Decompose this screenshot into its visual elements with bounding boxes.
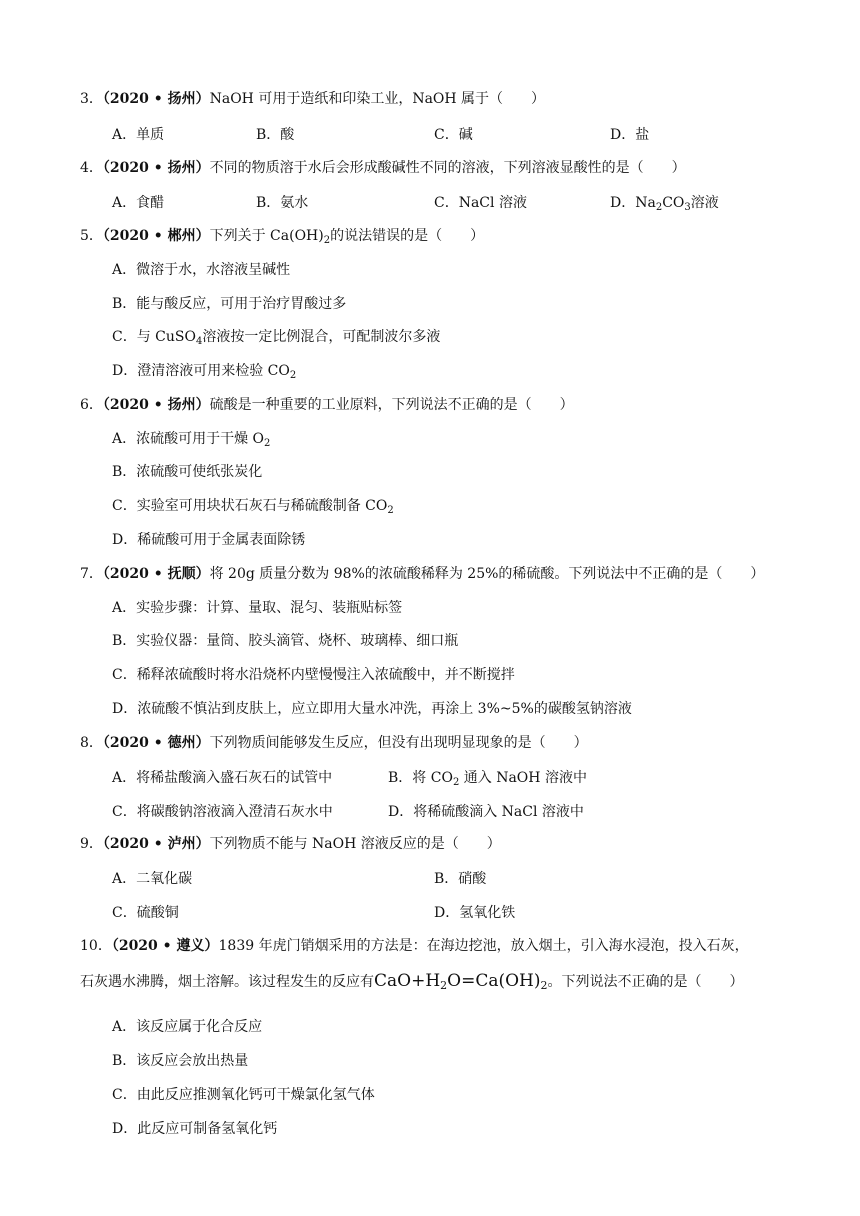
question-4-option-a: A．食醋 [112, 195, 165, 211]
question-7-option-d: D．浓硫酸不慎沾到皮肤上，应立即用大量水冲洗，再涂上 3%~5%的碳酸氢钠溶液 [112, 701, 632, 717]
question-5-option-c: C．与 CuSO$_4$溶液按一定比例混合，可配制波尔多液 [112, 329, 441, 347]
question-source: （2020 • 德州） [102, 735, 210, 751]
question-10-option-c: C．由此反应推测氧化钙可干燥氯化氢气体 [112, 1087, 375, 1103]
question-3-option-a: A．单质 [112, 127, 165, 143]
question-source: （2020 • 抚顺） [102, 566, 210, 582]
question-7-option-b: B．实验仪器：量筒、胶头滴管、烧杯、玻璃棒、细口瓶 [112, 633, 459, 649]
question-source: （2020 • 郴州） [102, 228, 210, 244]
question-4-stem: 4．（2020 • 扬州）不同的物质溶于水后会形成酸碱性不同的溶液，下列溶液显酸性的是（ ） [80, 160, 686, 176]
question-10-option-d: D．此反应可制备氢氧化钙 [112, 1121, 278, 1137]
question-6-option-d: D．稀硫酸可用于金属表面除锈 [112, 532, 306, 548]
question-8-option-b: B．将 $CO_2$ 通入 NaOH 溶液中 [388, 770, 587, 788]
question-source: （2020 • 泸州） [102, 836, 210, 852]
question-7-option-a: A．实验步骤：计算、量取、混匀、装瓶贴标签 [112, 600, 403, 616]
question-10-stem-line2: 石灰遇水沸腾，烟土溶解。该过程发生的反应有$CaO+H_2O=Ca(OH)_2$。下列说法不正确的是（ ） [80, 971, 744, 992]
question-3-option-c: C．碱 [434, 127, 473, 143]
question-source: （2020 • 扬州） [102, 91, 210, 107]
question-9-option-c: C．硫酸铜 [112, 905, 179, 921]
chemical-equation: $CaO+H_2O=Ca(OH)_2$ [374, 971, 548, 992]
question-6-stem: 6．（2020 • 扬州）硫酸是一种重要的工业原料，下列说法不正确的是（ ） [80, 397, 574, 413]
question-3-stem: 3．（2020 • 扬州）NaOH 可用于造纸和印染工业，NaOH 属于（ ） [80, 91, 546, 107]
question-5-option-a: A．微溶于水，水溶液呈碱性 [112, 262, 291, 278]
question-source: （2020 • 遵义） [111, 938, 219, 954]
question-6-option-b: B．浓硫酸可使纸张炭化 [112, 464, 263, 480]
question-5-option-b: B．能与酸反应，可用于治疗胃酸过多 [112, 296, 347, 312]
question-8-option-d: D．将稀硫酸滴入 NaCl 溶液中 [388, 804, 584, 820]
question-3-option-b: B．酸 [256, 127, 295, 143]
question-10-option-a: A．该反应属于化合反应 [112, 1019, 263, 1035]
question-9-stem: 9．（2020 • 泸州）下列物质不能与 NaOH 溶液反应的是（ ） [80, 836, 501, 852]
question-6-option-a: A．浓硫酸可用于干燥 $O_2$ [112, 431, 271, 449]
question-9-option-a: A．二氧化碳 [112, 871, 193, 887]
question-5-option-d: D．澄清溶液可用来检验 $CO_2$ [112, 363, 297, 381]
question-3-option-d: D．盐 [610, 127, 650, 143]
question-8-option-c: C．将碳酸钠溶液滴入澄清石灰水中 [112, 804, 333, 820]
question-7-stem: 7．（2020 • 抚顺）将 20g 质量分数为 98%的浓硫酸稀释为 25%的稀硫酸。下列说法中不正确的是（ ） [80, 566, 765, 582]
question-4-option-b: B．氨水 [256, 195, 309, 211]
question-4-option-c: C．NaCl 溶液 [434, 195, 527, 211]
question-8-stem: 8．（2020 • 德州）下列物质间能够发生反应，但没有出现明显现象的是（ ） [80, 735, 588, 751]
question-4-option-d: D．$Na_2CO_3$溶液 [610, 195, 719, 213]
question-9-option-d: D．氢氧化铁 [434, 905, 516, 921]
question-7-option-c: C．稀释浓硫酸时将水沿烧杯内壁慢慢注入浓硫酸中，并不断搅拌 [112, 667, 515, 683]
question-source: （2020 • 扬州） [102, 397, 210, 413]
question-8-option-a: A．将稀盐酸滴入盛石灰石的试管中 [112, 770, 333, 786]
question-source: （2020 • 扬州） [102, 160, 210, 176]
question-10-stem-line1: 10．（2020 • 遵义）1839 年虎门销烟采用的方法是：在海边挖池，放入烟土，引入海水浸泡，投入石灰， [80, 938, 749, 954]
question-6-option-c: C．实验室可用块状石灰石与稀硫酸制备 $CO_2$ [112, 498, 394, 516]
question-10-option-b: B．该反应会放出热量 [112, 1053, 249, 1069]
question-5-stem: 5．（2020 • 郴州）下列关于 $Ca(OH)_2$的说法错误的是（ ） [80, 228, 485, 246]
question-9-option-b: B．硝酸 [434, 871, 487, 887]
